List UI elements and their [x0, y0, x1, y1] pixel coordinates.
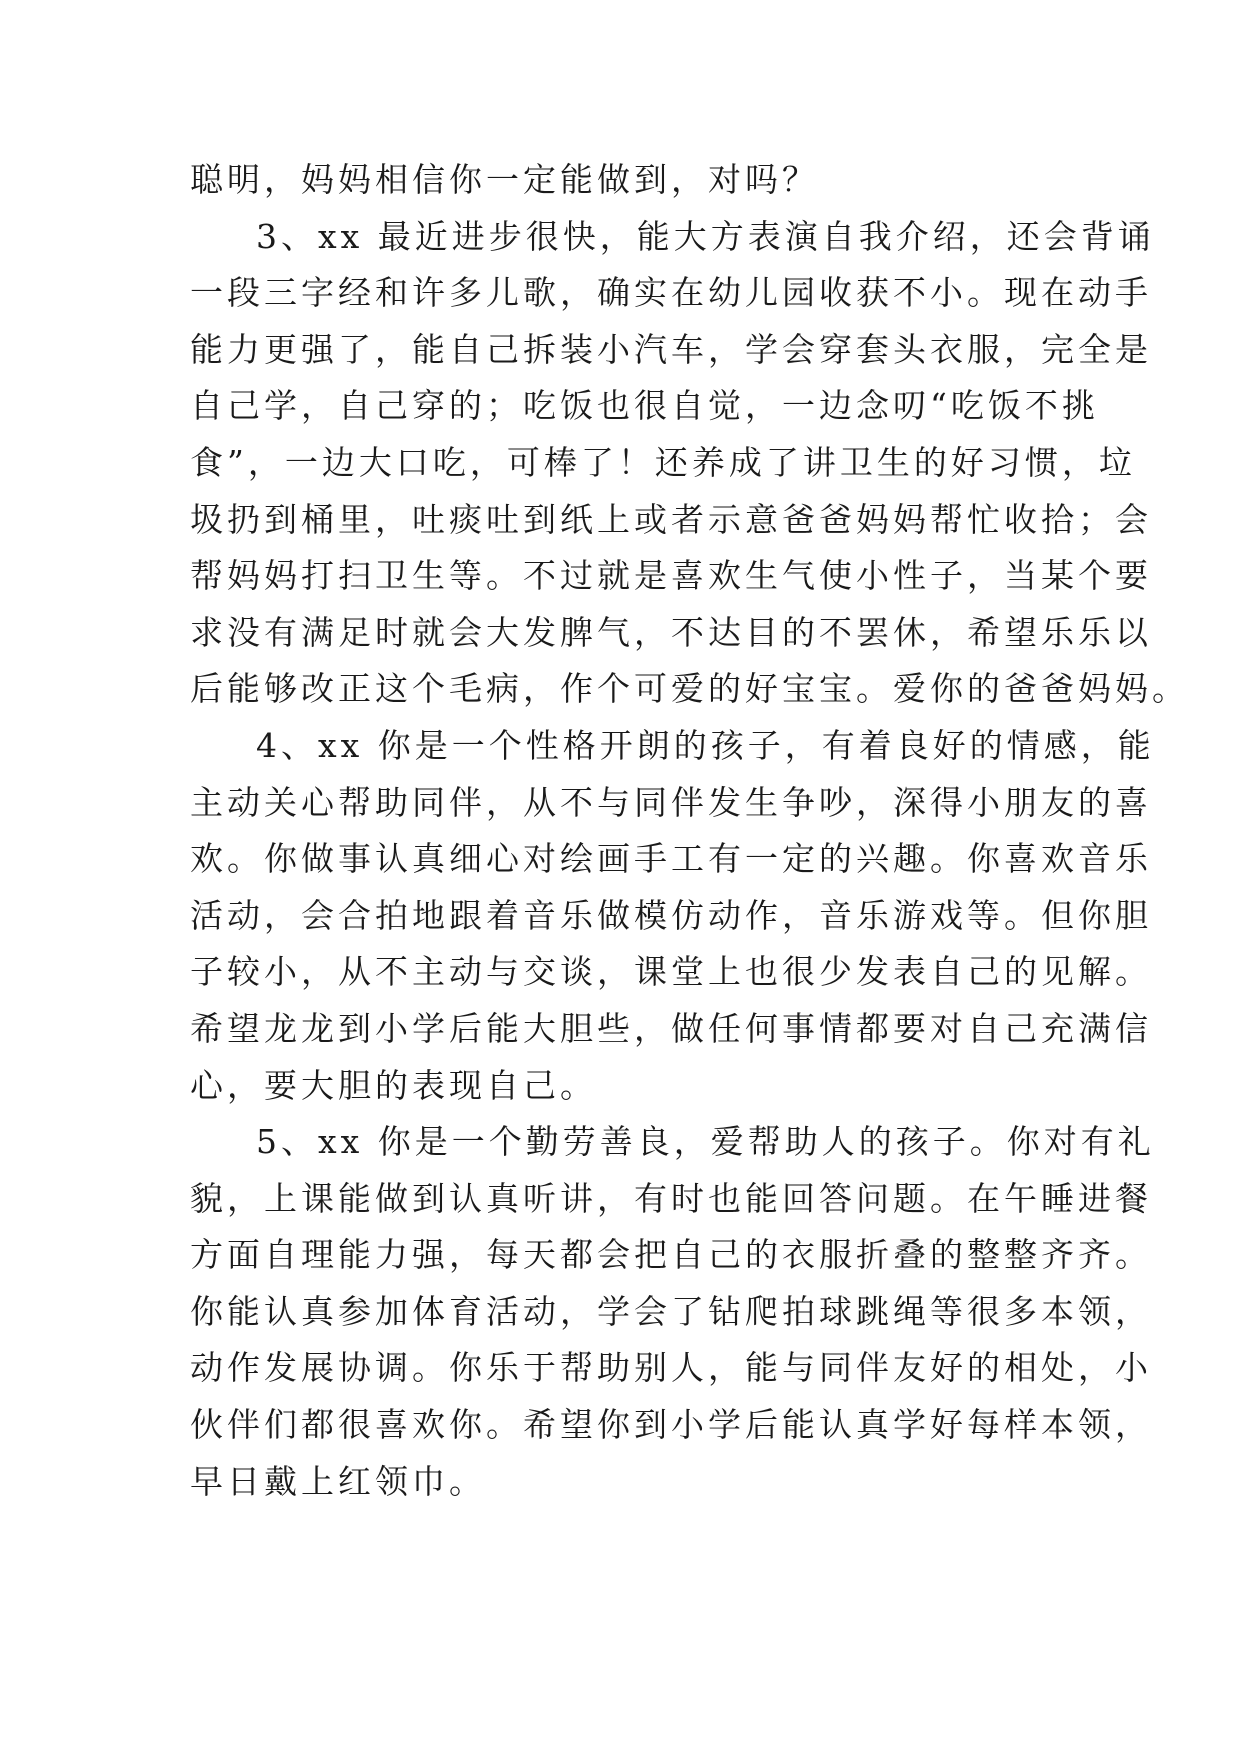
- text-line: 后能够改正这个毛病，作个可爱的好宝宝。爱你的爸爸妈妈。: [190, 669, 1189, 709]
- text-line: 早日戴上红领巾。: [190, 1461, 486, 1501]
- text-line: 动作发展协调。你乐于帮助别人，能与同伴友好的相处，小: [190, 1348, 1152, 1388]
- text-line: 心，要大胆的表现自己。: [190, 1065, 597, 1105]
- text-line: 子较小，从不主动与交谈，课堂上也很少发表自己的见解。: [190, 952, 1152, 992]
- text-line: 求没有满足时就会大发脾气，不达目的不罢休，希望乐乐以: [190, 612, 1152, 652]
- text-line: 主动关心帮助同伴，从不与同伴发生争吵，深得小朋友的喜: [190, 782, 1152, 822]
- text-line: 方面自理能力强，每天都会把自己的衣服折叠的整整齐齐。: [190, 1235, 1152, 1275]
- text-line: 伙伴们都很喜欢你。希望你到小学后能认真学好每样本领，: [190, 1405, 1152, 1445]
- paragraph-5-start: 5、xx 你是一个勤劳善良，爱帮助人的孩子。你对有礼: [256, 1122, 1155, 1162]
- text-line: 活动，会合拍地跟着音乐做模仿动作，音乐游戏等。但你胆: [190, 895, 1152, 935]
- text-line: 自己学，自己穿的；吃饭也很自觉，一边念叨“吃饭不挑: [190, 386, 1099, 426]
- text-line: 帮妈妈打扫卫生等。不过就是喜欢生气使小性子，当某个要: [190, 556, 1152, 596]
- text-line: 能力更强了，能自己拆装小汽车，学会穿套头衣服，完全是: [190, 329, 1152, 369]
- paragraph-3-start: 3、xx 最近进步很快，能大方表演自我介绍，还会背诵: [256, 216, 1155, 256]
- text-line: 圾扔到桶里，吐痰吐到纸上或者示意爸爸妈妈帮忙收拾；会: [190, 499, 1152, 539]
- text-line: 希望龙龙到小学后能大胆些，做任何事情都要对自己充满信: [190, 1008, 1152, 1048]
- text-line: 欢。你做事认真细心对绘画手工有一定的兴趣。你喜欢音乐: [190, 839, 1152, 879]
- text-line: 你能认真参加体育活动，学会了钻爬拍球跳绳等很多本领，: [190, 1291, 1152, 1331]
- text-line: 貌，上课能做到认真听讲，有时也能回答问题。在午睡进餐: [190, 1178, 1152, 1218]
- document-body: [190, 152, 1189, 1510]
- text-line: 聪明，妈妈相信你一定能做到，对吗？: [190, 160, 819, 199]
- text-line: 食”，一边大口吃，可棒了！还养成了讲卫生的好习惯，垃: [190, 442, 1136, 482]
- text-line: 一段三字经和许多儿歌，确实在幼儿园收获不小。现在动手: [190, 273, 1152, 313]
- paragraph-4-start: 4、xx 你是一个性格开朗的孩子，有着良好的情感，能: [256, 725, 1155, 765]
